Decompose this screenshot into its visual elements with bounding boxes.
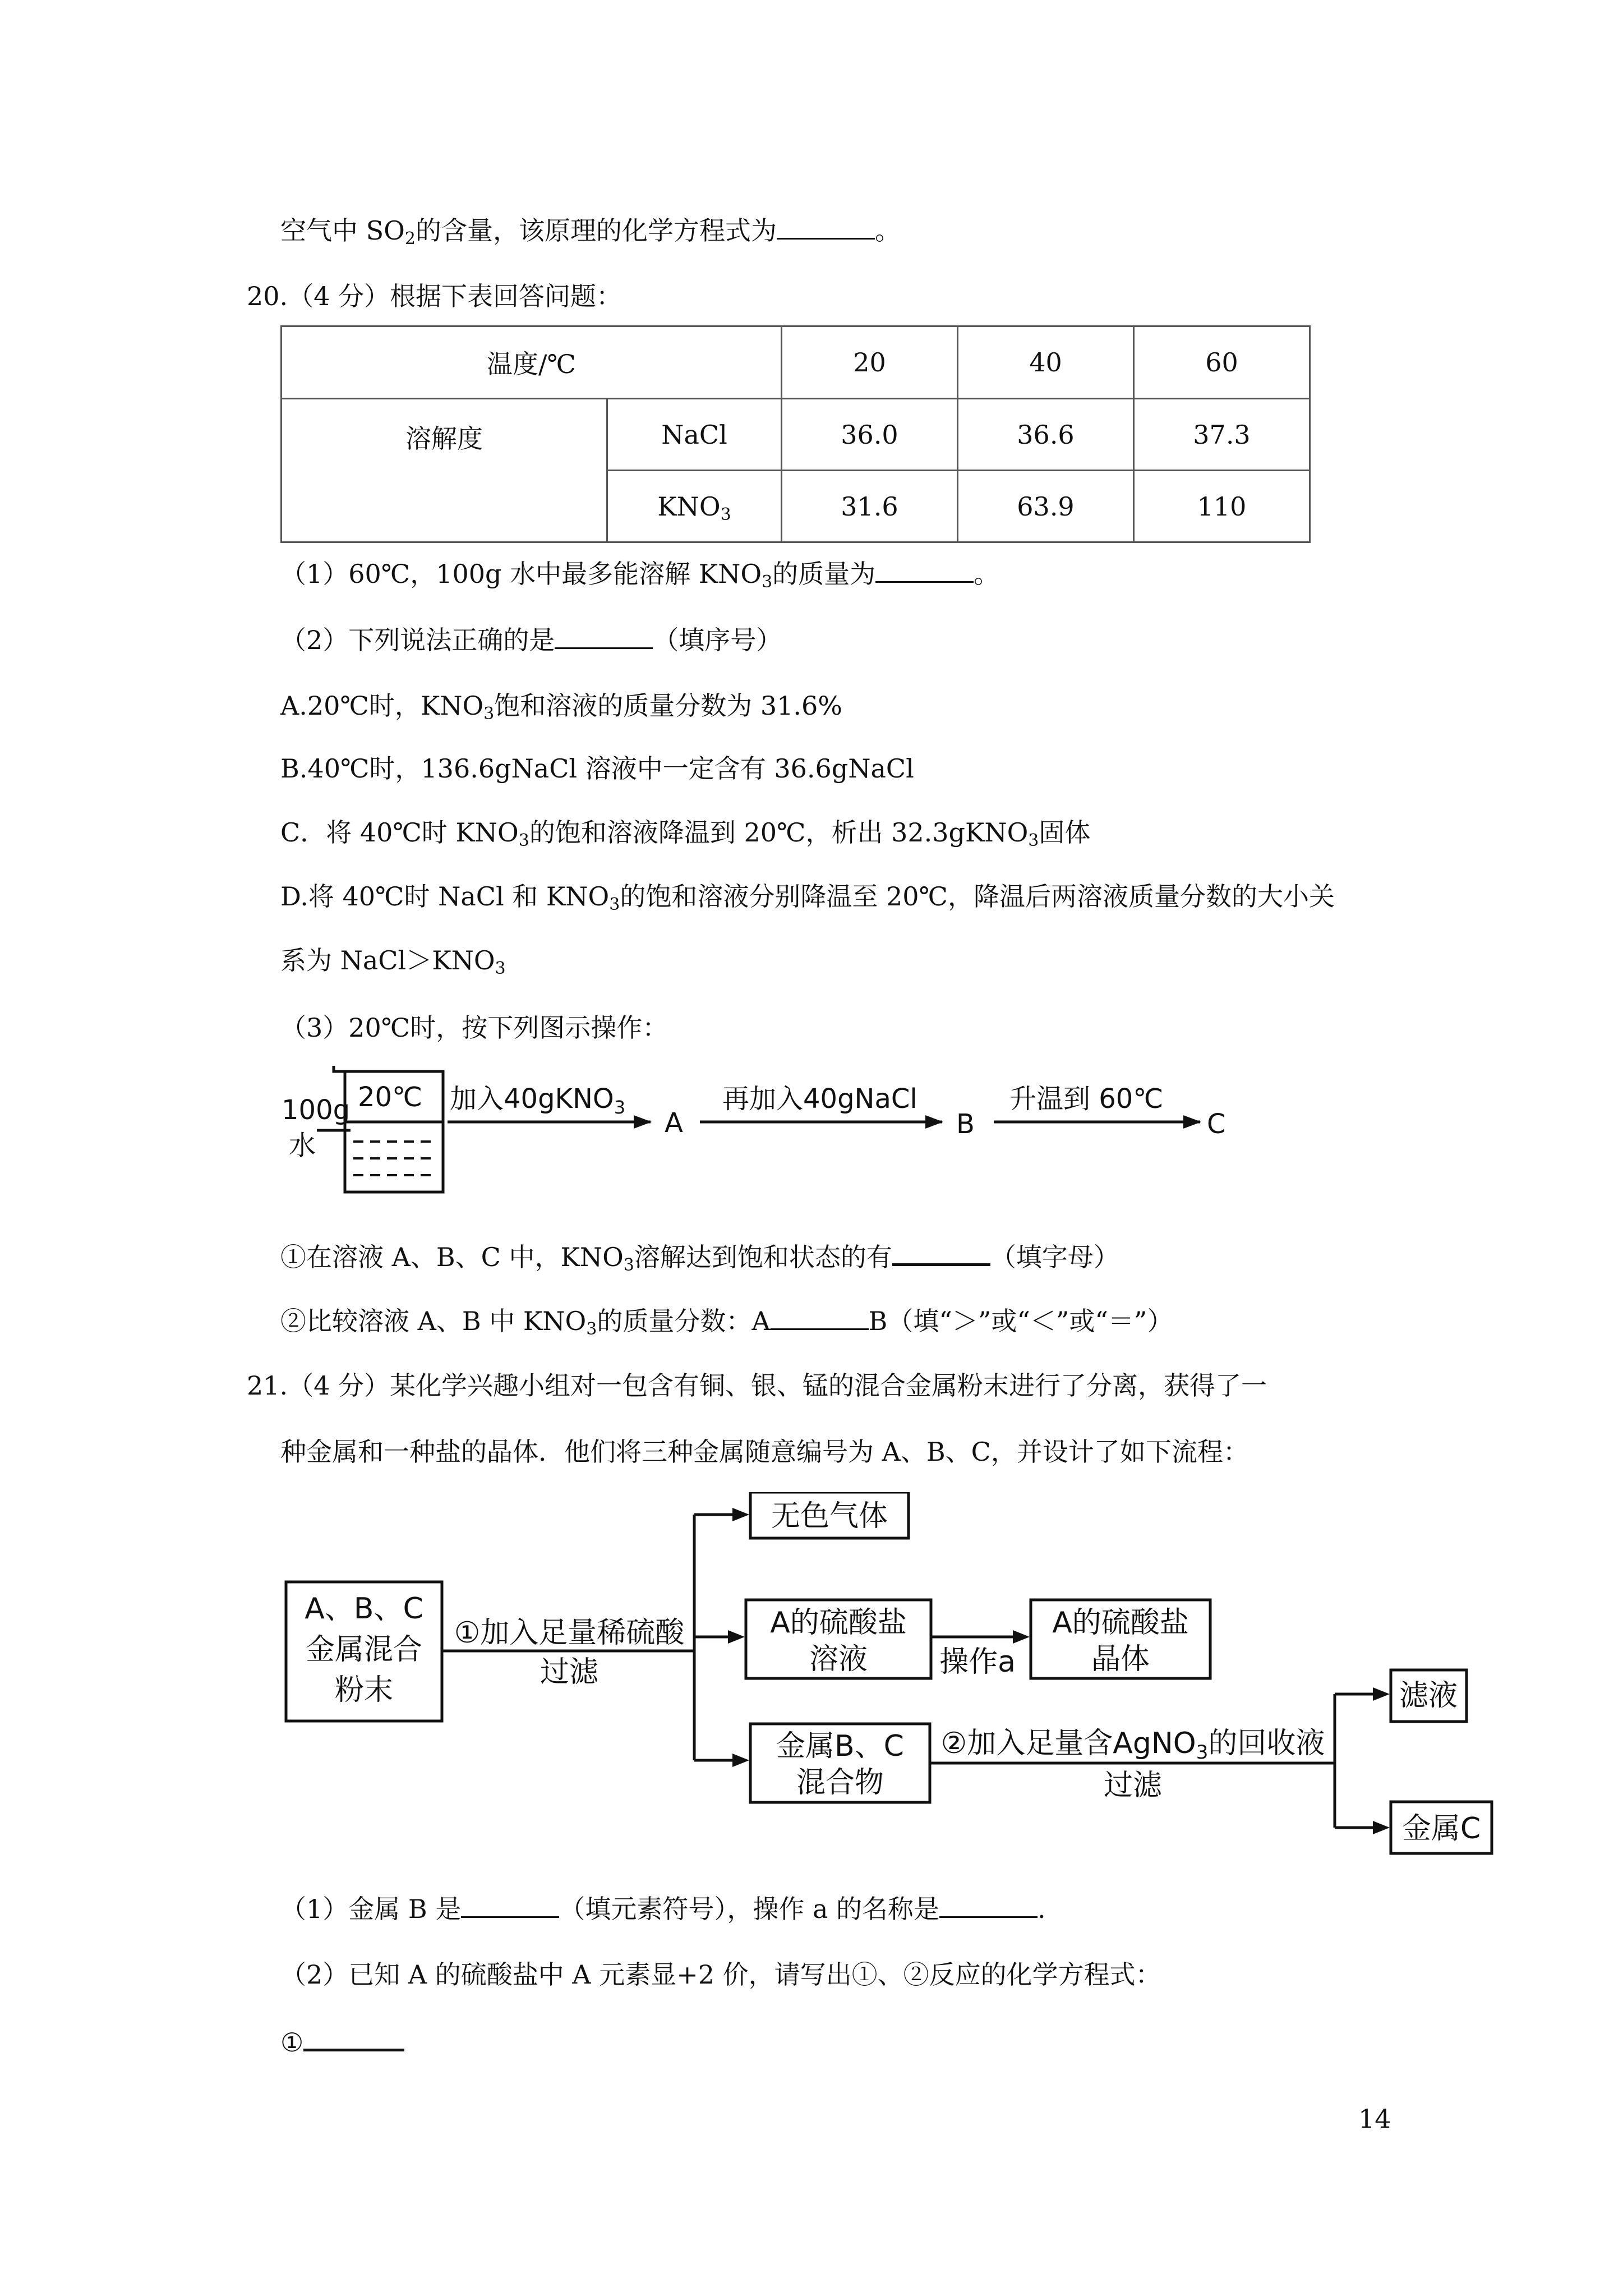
q20-option-a: A.20℃时，$KNO_3$饱和溶液的质量分数为 31.6% (280, 691, 843, 724)
q20-part3: （3）20℃时，按下列图示操作： (280, 1013, 668, 1043)
mixture-line1: 金属B、C (776, 1729, 904, 1763)
answer-blank[interactable] (892, 1239, 990, 1266)
q21-line1: 21.（4 分）某化学兴趣小组对一包含有铜、银、锰的混合金属粉末进行了分离，获得了一 (247, 1370, 1267, 1401)
table-cell: 36.6 (958, 399, 1134, 471)
solution-a: A (665, 1107, 683, 1139)
answer-blank[interactable] (771, 1304, 869, 1330)
answer-blank[interactable] (939, 1892, 1038, 1918)
q21-part2: （2）已知 A 的硫酸盐中 A 元素显+2 价，请写出①、②反应的化学方程式： (280, 1959, 1161, 1990)
table-header-temp: 温度/℃ (282, 326, 782, 399)
q20-part2: （2）下列说法正确的是 （填序号） (280, 623, 782, 657)
start-box-line2: 金属混合 (305, 1633, 423, 1667)
solubility-table (280, 325, 1311, 543)
table-solute: $KNO_3$ (607, 471, 782, 542)
beaker-water-label: 水 (289, 1130, 316, 1161)
table-solute: NaCl (607, 399, 782, 471)
start-box-line1: A、B、C (305, 1592, 423, 1626)
table-cell: 63.9 (958, 471, 1134, 542)
step2-label: 再加入40gNaCl (722, 1083, 917, 1115)
answer-blank[interactable] (461, 1892, 559, 1918)
beaker-water-amount: 100g (282, 1094, 351, 1126)
step1-filter: 过滤 (540, 1655, 599, 1689)
q20-option-d: D.将 40℃时 NaCl 和 $KNO_3$的饱和溶液分别降温至 20℃，降温后两溶液质量分数的大小关 (280, 881, 1335, 914)
q20-title: 20.（4 分）根据下表回答问题： (247, 281, 623, 311)
table-header-cell: 60 (1134, 326, 1310, 399)
q20-sub2: ②比较溶液 A、B 中 $KNO_3$的质量分数：A B（填“＞”或“＜”或“＝”） (280, 1304, 1173, 1338)
table-header-cell: 40 (958, 326, 1134, 399)
answer-blank[interactable] (303, 2024, 404, 2051)
step3-label: 升温到 60℃ (1009, 1083, 1164, 1115)
step2-reagent: ②加入足量含AgNO3的回收液 (940, 1727, 1325, 1764)
q20-sub1: ①在溶液 A、B、C 中，$KNO_3$溶解达到饱和状态的有 （填字母） (280, 1239, 1119, 1274)
step1-reagent: ①加入足量稀硫酸 (454, 1616, 685, 1650)
table-cell: 110 (1134, 471, 1310, 542)
crystal-line1: A的硫酸盐 (1052, 1606, 1189, 1640)
q21-part1: （1）金属 B 是 （填元素符号），操作 a 的名称是 . (280, 1892, 1046, 1926)
start-box-line3: 粉末 (334, 1673, 394, 1707)
step2-filter: 过滤 (1103, 1769, 1163, 1802)
table-cell: 37.3 (1134, 399, 1310, 471)
mixture-line2: 混合物 (796, 1766, 884, 1800)
beaker-process-diagram (269, 1060, 1559, 1228)
gas-box: 无色气体 (771, 1499, 888, 1533)
operation-a: 操作a (939, 1645, 1016, 1679)
q20-part1: （1）60℃，100g 水中最多能溶解 $KNO_3$的质量为 。 (280, 556, 999, 591)
beaker-temp: 20℃ (358, 1082, 422, 1113)
table-row-label: 溶解度 (282, 399, 607, 542)
answer-blank[interactable] (555, 623, 653, 649)
table-cell: 31.6 (782, 471, 958, 542)
q20-option-d-cont: 系为 $NaCl>KNO_3$ (280, 945, 506, 978)
filtrate-box: 滤液 (1399, 1679, 1458, 1713)
sulfate-solution-line2: 溶液 (809, 1642, 868, 1676)
crystal-line2: 晶体 (1091, 1642, 1150, 1676)
table-cell: 36.0 (782, 399, 958, 471)
q21-line2: 种金属和一种盐的晶体．他们将三种金属随意编号为 A、B、C，并设计了如下流程： (280, 1437, 1249, 1467)
step1-label: 加入40gKNO$_3$ (450, 1083, 626, 1118)
q20-option-b: B.40℃时，136.6gNaCl 溶液中一定含有 36.6gNaCl (280, 753, 914, 784)
metal-c-box: 金属C (1401, 1812, 1481, 1846)
sulfate-solution-line1: A的硫酸盐 (770, 1606, 907, 1640)
solution-c: C (1207, 1108, 1226, 1140)
page-number: 14 (1358, 2104, 1391, 2134)
table-header-cell: 20 (782, 326, 958, 399)
q21-part3: ① (280, 2024, 404, 2059)
separation-flowchart (280, 1492, 1537, 1862)
answer-blank[interactable] (875, 556, 974, 583)
solution-b: B (956, 1108, 975, 1140)
answer-blank[interactable] (777, 213, 875, 240)
q19-tail-line: 空气中 $SO_2$的含量，该原理的化学方程式为 。 (280, 213, 901, 247)
q20-option-c: C．将 40℃时 $KNO_3$的饱和溶液降温到 20℃，析出 32.3gKNO$_3$固体 (280, 817, 1091, 850)
